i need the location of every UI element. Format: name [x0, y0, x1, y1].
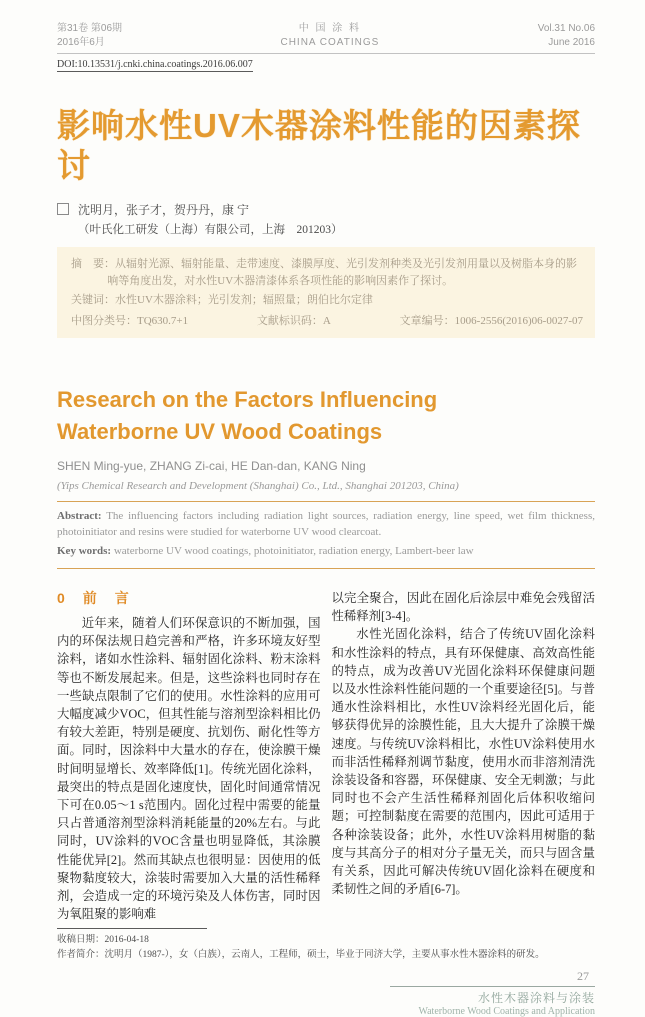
footer-column-title-cn: 水性木器涂料与涂装 — [477, 991, 595, 1006]
body-right-column — [332, 589, 596, 923]
header-vol-issue-en: Vol.31 No.06 — [537, 23, 595, 34]
keywords-en: waterborne UV wood coatings, photoinitiator, radiation energy, Lambert-beer law — [113, 545, 474, 557]
page-footer — [57, 969, 595, 1017]
header-volume-en — [538, 22, 595, 50]
article-id-item — [400, 313, 583, 330]
paper-title-en: Research on the Factors Influencing Waterborne UV Wood Coatings — [57, 387, 438, 444]
clc-label: 中图分类号： — [71, 315, 137, 327]
classification-row — [71, 313, 583, 330]
footer-divider — [390, 986, 595, 987]
authors-cn: 沈明月，张子才，贺丹丹，康 宁 — [78, 203, 250, 217]
affiliation-cn: （叶氏化工研发（上海）有限公司，上海 201203） — [78, 224, 343, 236]
article-id-value: 1006-2556(2016)06-0027-07 — [454, 315, 583, 327]
header-date-en: June 2016 — [548, 37, 595, 48]
affiliation-en: (Yips Chemical Research and Development (Shanghai) Co., Ltd., Shanghai 201203, China) — [57, 480, 459, 492]
body-paragraph-right: 水性光固化涂料，结合了传统UV固化涂料和水性涂料的特点，具有环保健康、高效高性能的特点，成为改善UV光固化涂料环保健康问题以及水性涂料性能问题的一个重要途径[5]。与普通水性涂料相比，水性UV涂料经光固化后，能够获得优异的涂膜性能，且大大提升了涂膜干燥速度。与传统UV涂料相比，水性UV涂料使用水而非活性稀释剂调节黏度，使用水而非溶剂清洗涂装设备和容器，环保健康、安全无刺激；与此同时也不会产生活性稀释剂固化后体积收缩问题；可控制黏度在需要的范围内，因此可适用于各种涂装设备；此外，水性UV涂料用树脂的黏度与其高分子的相对分子量无关，而只与固含量有关系，因此可解决传统UV固化涂料在硬度和柔韧性之间的矛盾[6-7]。 — [331, 627, 595, 897]
keywords-line-cn — [71, 292, 583, 309]
paper-title-cn: 影响水性UV木器涂料性能的因素探讨 — [57, 107, 581, 184]
header-journal-name — [280, 22, 379, 50]
page-number: 27 — [577, 969, 589, 984]
authors-line-cn — [57, 201, 595, 218]
received-date-value: 2016-04-18 — [104, 935, 149, 946]
keywords-en-line — [57, 543, 595, 559]
footer-column-title-en: Waterborne Wood Coatings and Application — [418, 1006, 595, 1017]
body-paragraph-left: 近年来，随着人们环保意识的不断加强，国内的环保法规日趋完善和严格，许多环境友好型涂料，诸如水性涂料、辐射固化涂料、粉末涂料等也不断发展起来。但是，这些涂料也同时存在一些缺点限制了它们的使用。水性涂料的应用可大幅度减少VOC，但其性能与溶剂型涂料相比仍有较大差距，特别是硬度、抗划伤、耐化性等方面。同时，因涂料中大量水的存在，使涂膜干燥时间明显增长、效率降低[1]。传统光固化涂料，最突出的特点是固化速度快，固化时间通常情况下可在0.05～1 s范围内。固化过程中需要的能量只占普通溶剂型涂料消耗能量的20%左右。与此同时，UV涂料的VOC含量也明显降低，其涂膜性能优异[2]。然而其缺点也很明显：因使用的低聚物黏度较大，涂装时需要加入大量的活性稀释剂，会造成一定的环境污染及人体伤害，同时因为氧阻聚的影响难 — [57, 616, 321, 922]
body-left-column — [57, 589, 321, 923]
author-square-icon — [57, 203, 69, 215]
abstract-box-cn — [57, 247, 595, 338]
abstract-label-en: Abstract: — [57, 510, 102, 522]
footnote-received — [57, 933, 595, 948]
abstract-label-cn: 摘 要： — [71, 258, 115, 270]
received-date-label: 收稿日期： — [57, 935, 105, 946]
footnote-divider — [57, 928, 207, 929]
keywords-cn: 水性UV木器涂料；光引发剂；辐照量；朗伯比尔定律 — [115, 294, 373, 306]
author-bio-value: 沈明月（1987-），女（白族），云南人，工程师，硕士，毕业于同济大学，主要从事水性木器涂料的研发。 — [104, 950, 545, 961]
doc-code-label: 文献标识码： — [256, 315, 323, 327]
clc-value: TQ630.7+1 — [137, 315, 189, 327]
keywords-label-en: Key words: — [57, 545, 112, 557]
abstract-line-cn — [71, 256, 583, 290]
header-date-cn: 2016年6月 — [57, 37, 105, 48]
abstract-text-en: The influencing factors including radiation light sources, radiation energy, line speed, wet film thickness, photoinitiator and resins were studied for waterborne UV wood clearcoat. — [57, 510, 595, 538]
body-paragraph-right-continued: 以完全聚合，因此在固化后涂层中难免会残留活性稀释剂[3-4]。 — [331, 591, 595, 624]
header-volume-cn — [57, 22, 122, 50]
journal-name-en: CHINA COATINGS — [280, 37, 380, 48]
footnote-author-bio — [57, 948, 595, 963]
journal-name-cn: 中 国 涂 料 — [298, 23, 362, 34]
abstract-en-line — [57, 508, 595, 540]
keywords-label-cn: 关键词： — [71, 294, 115, 306]
abstract-divider-bottom — [57, 568, 595, 569]
authors-en: SHEN Ming-yue, ZHANG Zi-cai, HE Dan-dan, KANG Ning — [57, 459, 366, 473]
author-bio-label: 作者简介： — [57, 950, 105, 961]
footnote-block — [57, 928, 595, 963]
clc-item — [71, 313, 188, 330]
section-heading-intro: 0 前 言 — [57, 590, 131, 606]
journal-header — [57, 22, 595, 50]
doi-text: DOI:10.13531/j.cnki.china.coatings.2016.06.007 — [57, 59, 253, 70]
abstract-divider-top — [57, 501, 595, 502]
doc-code-value: A — [322, 315, 331, 327]
header-vol-issue-cn: 第31卷 第06期 — [57, 23, 123, 34]
article-id-label: 文章编号： — [399, 315, 455, 327]
article-body — [57, 589, 595, 923]
abstract-text-cn: 从辐射光源、辐射能量、走带速度、漆膜厚度、光引发剂种类及光引发剂用量以及树脂本身的影响等角度出发，对水性UV木器清漆体系各项性能的影响因素作了探讨。 — [107, 258, 577, 287]
doc-code-item — [257, 313, 331, 330]
